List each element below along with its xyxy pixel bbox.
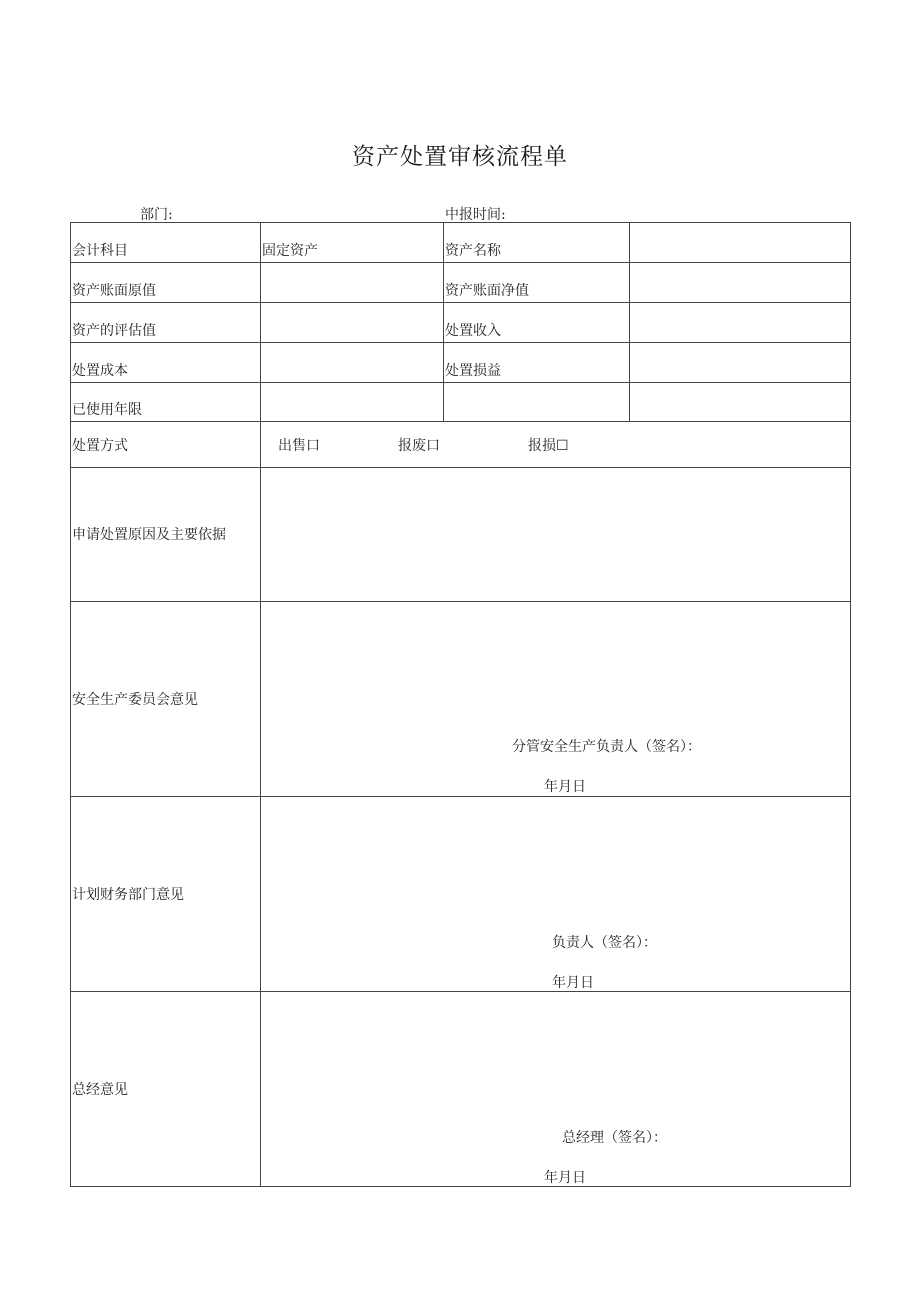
value-cell[interactable]: [630, 383, 851, 422]
apply-time-label: 中报时间:: [445, 207, 506, 223]
label-cell: [444, 343, 630, 383]
safety-opinion-cell[interactable]: [261, 602, 851, 797]
label-cell: [71, 383, 261, 422]
table-row: [71, 343, 851, 383]
label-cell: [71, 223, 261, 263]
disposal-options-cell: [261, 422, 851, 468]
finance-opinion-cell[interactable]: [261, 797, 851, 992]
field-label: 处置成本: [72, 363, 128, 379]
safety-date-label: 年月日: [544, 779, 586, 795]
value-cell[interactable]: [630, 303, 851, 343]
field-label: 处置收入: [445, 323, 501, 339]
value-cell[interactable]: [630, 263, 851, 303]
field-label: 处置损益: [445, 363, 501, 379]
disposal-method-label: 处置方式: [72, 437, 128, 454]
approval-row-gm: [71, 992, 851, 1187]
value-cell[interactable]: [261, 383, 444, 422]
table-row: [71, 383, 851, 422]
label-cell: [71, 797, 261, 992]
label-cell: [71, 343, 261, 383]
label-cell: [71, 602, 261, 797]
value-cell[interactable]: [630, 223, 851, 263]
gm-opinion-cell[interactable]: [261, 992, 851, 1187]
disposal-method-row: [71, 422, 851, 468]
table-row: [71, 303, 851, 343]
gm-opinion-label: 总经意见: [72, 1082, 128, 1098]
table-row: [71, 263, 851, 303]
label-cell: [71, 263, 261, 303]
field-value: 固定资产: [262, 243, 318, 259]
reason-input-cell[interactable]: [261, 468, 851, 602]
finance-date-label: 年月日: [552, 975, 594, 991]
gm-signer-label: 总经理（签名）：: [562, 1130, 667, 1146]
field-label: 会计科目: [72, 243, 128, 259]
value-cell[interactable]: [261, 263, 444, 303]
gm-date-label: 年月日: [544, 1170, 586, 1186]
page-title: 资产处置审核流程单: [352, 144, 568, 170]
field-label: 资产名称: [445, 243, 501, 259]
value-cell[interactable]: [444, 383, 630, 422]
value-cell[interactable]: [261, 223, 444, 263]
label-cell: [71, 422, 261, 468]
approval-row-finance: [71, 797, 851, 992]
option-loss-checkbox[interactable]: 报损☐: [528, 438, 569, 454]
disposal-form-table: [70, 222, 851, 1187]
label-cell: [71, 992, 261, 1187]
option-scrap-checkbox[interactable]: 报废口: [398, 438, 440, 454]
approval-row-safety: [71, 602, 851, 797]
label-cell: [71, 303, 261, 343]
field-label: 资产账面原值: [72, 283, 156, 299]
department-label: 部门:: [140, 207, 173, 223]
finance-dept-label: 计划财务部门意见: [72, 887, 184, 903]
safety-signer-label: 分管安全生产负责人（签名）：: [512, 739, 701, 755]
table-row: [71, 223, 851, 263]
field-label: 已使用年限: [72, 402, 142, 418]
reason-row: [71, 468, 851, 602]
label-cell: [444, 223, 630, 263]
label-cell: [444, 263, 630, 303]
reason-label: 申请处置原因及主要依据: [72, 526, 226, 543]
field-label: 资产账面净值: [445, 283, 529, 299]
option-sale-checkbox[interactable]: 出售口: [278, 438, 320, 454]
label-cell: [444, 303, 630, 343]
safety-committee-label: 安全生产委员会意见: [72, 692, 198, 708]
value-cell[interactable]: [261, 343, 444, 383]
value-cell[interactable]: [261, 303, 444, 343]
value-cell[interactable]: [630, 343, 851, 383]
label-cell: [71, 468, 261, 602]
field-label: 资产的评估值: [72, 323, 156, 339]
finance-signer-label: 负责人（签名）：: [552, 935, 657, 951]
